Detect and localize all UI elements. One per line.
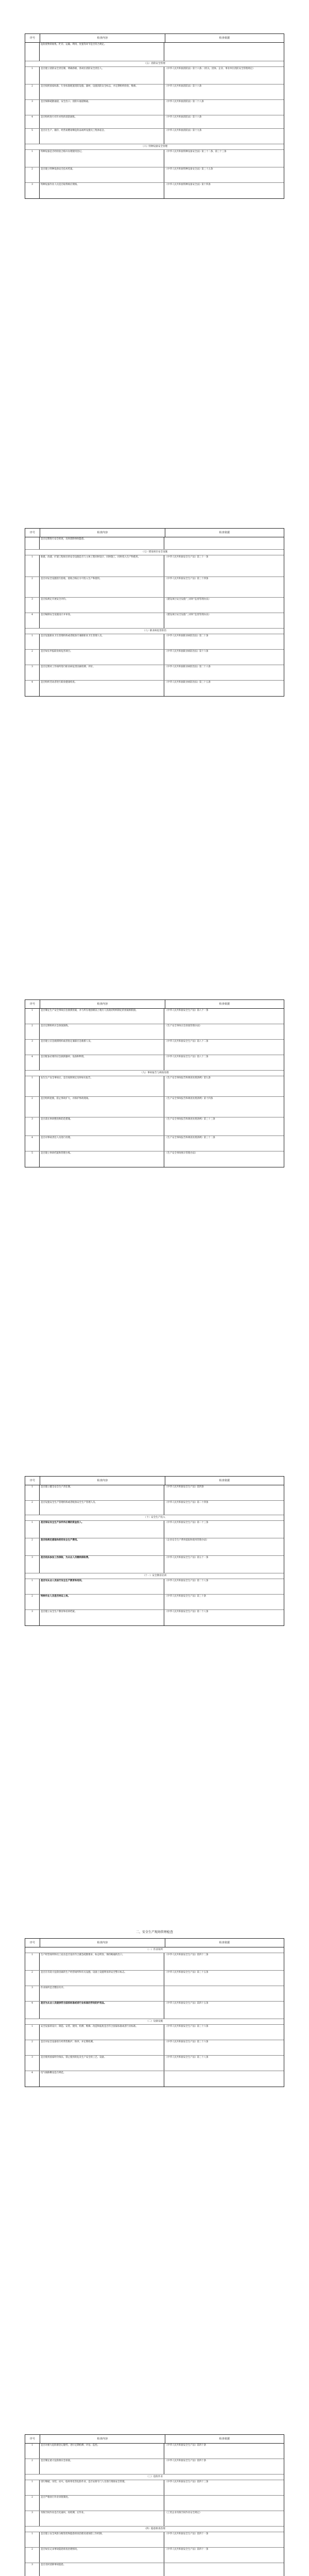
row-number: 4	[25, 2071, 40, 2087]
row-number: 4	[25, 681, 40, 696]
row-basis	[164, 1986, 284, 2001]
row-basis: 《生产安全事故报告和调查处理条例》第十四条	[165, 1097, 213, 1100]
table-row	[25, 537, 284, 550]
header-content: 检查内容	[40, 1477, 165, 1485]
row-number: 1	[25, 2025, 40, 2040]
table-row	[25, 1971, 284, 1986]
document-page	[25, 2434, 284, 2576]
row-number: 3	[25, 1986, 40, 2001]
row-number: 2	[25, 650, 40, 665]
table-row	[25, 2459, 284, 2475]
section-heading: （一）作业场所	[25, 1947, 284, 1953]
row-number: 2	[25, 167, 40, 182]
document-page	[25, 528, 284, 697]
row-number: 2	[25, 2496, 40, 2511]
table-row	[25, 577, 284, 598]
table-header	[25, 34, 284, 43]
row-basis: 《中华人民共和国安全生产法》第三十六条	[165, 2025, 209, 2028]
row-content: 是否组织劳动者进行职业健康检查。	[40, 681, 164, 696]
row-basis: 《企业安全生产费用提取和使用管理办法》	[165, 1539, 209, 1541]
header-basis: 检查依据	[219, 1479, 230, 1482]
row-number: 1	[25, 2532, 40, 2547]
row-basis: 《中华人民共和国安全生产法》第三十条	[165, 1595, 207, 1598]
row-number: 1	[25, 1485, 40, 1500]
row-content: 是否设置职业卫生管理机构或者配备专兼职职业卫生管理人员。	[40, 634, 164, 649]
table-row	[25, 129, 284, 144]
row-basis: 《中华人民共和国职业病防治法》第二十条	[165, 635, 209, 637]
row-content: 是否对重大危险源登记建档，进行定期检测、评估、监控。	[40, 2444, 164, 2459]
row-content: 是否建立事故档案和管理台账。	[40, 1151, 164, 1167]
row-basis: 《中华人民共和国消防法》第十九条	[165, 129, 202, 132]
row-basis: 《中华人民共和国职业病防治法》第三十五条	[165, 681, 211, 684]
row-number	[25, 537, 40, 549]
table-row	[25, 598, 284, 613]
table-row	[25, 650, 284, 665]
row-basis: 《中华人民共和国安全生产法》第四条	[165, 1486, 204, 1488]
header-num: 序号	[25, 34, 40, 42]
section-heading: （五）消防安全管理	[25, 61, 284, 67]
row-number: 2	[25, 1971, 40, 1986]
row-content: 是否按规定开展安全评价。	[40, 598, 164, 613]
row-content: 是否及时消除事故隐患。	[40, 2563, 164, 2576]
table-row	[25, 1501, 284, 1515]
row-number: 1	[25, 2480, 40, 2495]
inspection-table	[25, 1476, 284, 1626]
row-content: 是否按照国家标准、行业标准配置消防设施、器材，设置消防安全标志，并定期组织检验、维修。	[40, 84, 164, 99]
row-number: 2	[25, 2548, 40, 2563]
row-content: 是否定期对工作场所进行职业病危害因素检测、评价。	[40, 665, 164, 680]
row-number: 1	[25, 555, 40, 577]
header-basis: 检查依据	[219, 2437, 230, 2441]
row-basis: 《中华人民共和国安全生产法》第八十一条	[165, 1009, 209, 1012]
row-basis: 《生产安全事故统计管理办法》	[165, 1152, 197, 1155]
table-row	[25, 2056, 284, 2071]
header-basis: 检查依据	[219, 37, 230, 40]
row-content: 是否如实申报职业病危害项目。	[40, 650, 164, 665]
row-number: 1	[25, 1521, 40, 1538]
section-heading: （十一）安全教育培训	[25, 1573, 284, 1579]
row-number: 3	[25, 1610, 40, 1625]
row-number: 1	[25, 67, 40, 84]
row-number: 5	[25, 1151, 40, 1167]
row-number: 1	[25, 1579, 40, 1594]
row-content: 作业场所是否整洁有序。	[40, 1986, 164, 2001]
row-number: 4	[25, 613, 40, 628]
row-content: 是否如实记录事故隐患排查治理情况。	[40, 2548, 164, 2563]
row-content: 电气线路敷设是否规范。	[40, 2071, 164, 2087]
row-basis: 《生产安全事故报告和调查处理条例》第三十二条	[165, 1137, 215, 1139]
table-header	[25, 1000, 284, 1009]
table-header	[25, 2435, 284, 2444]
section-title: 二、安全生产现场管理检查	[135, 1930, 173, 1934]
row-basis	[164, 2563, 284, 2576]
row-content: 安全设备的设计、制造、安装、使用、检测、维修、改造和报废是否符合国家标准或者行业标准。	[40, 2025, 164, 2040]
table-row	[25, 1986, 284, 2002]
row-content: 发生生产安全事故后，是否按照规定及时如实报告。	[40, 1076, 164, 1096]
row-basis: 《中华人民共和国安全生产法》第三十六条	[165, 2041, 209, 2043]
row-content: 是否严格执行作业审批制度。	[40, 2496, 164, 2511]
row-number: 3	[25, 1556, 40, 1573]
row-content: 有限空间作业是否先通风、再检测、后作业。	[40, 2511, 164, 2526]
table-row	[25, 1076, 284, 1097]
table-row	[25, 665, 284, 681]
row-content: 是否对安全设备进行经常性维护、保养，并定期检测。	[40, 2040, 164, 2055]
row-number	[25, 43, 40, 61]
row-basis: 《中华人民共和国安全生产法》第四十条	[165, 2460, 207, 2462]
table-row	[25, 1097, 284, 1117]
row-number: 2	[25, 1097, 40, 1117]
row-content: 是否建立安全风险分级管控和隐患排查治理双重预防工作机制。	[40, 2532, 164, 2547]
table-row	[25, 1055, 284, 1071]
header-num: 序号	[25, 2435, 40, 2443]
row-content: 是否建立应急救援组织或者指定兼职应急救援人员。	[40, 1040, 164, 1055]
row-basis: 《中华人民共和国安全生产法》第四十五条	[165, 2002, 209, 2005]
row-content: 是否保障疏散通道、安全出口、消防车通道畅通。	[40, 100, 164, 115]
row-basis: 《中华人民共和国安全生产法》第二十八条	[165, 1611, 209, 1613]
table-row	[25, 1579, 284, 1595]
row-number: 3	[25, 2563, 40, 2576]
header-num: 序号	[25, 529, 40, 537]
table-row	[25, 67, 284, 84]
row-basis	[164, 2496, 284, 2511]
header-content: 检查内容	[40, 1000, 165, 1008]
row-number: 1	[25, 634, 40, 649]
row-number: 2	[25, 1024, 40, 1039]
table-row	[25, 1136, 284, 1151]
row-content: 是否对事故责任人员进行处理。	[40, 1136, 164, 1151]
row-number: 3	[25, 183, 40, 198]
header-content: 检查内容	[40, 1939, 165, 1947]
document-page	[25, 1929, 284, 2087]
table-row	[25, 183, 284, 198]
row-basis: 《中华人民共和国特种设备安全法》第三十二条、第三十三条	[165, 150, 227, 153]
row-number: 2	[25, 1501, 40, 1515]
row-content: 危险废物的收集、贮存、运输、利用、处置等环节是否符合规定。	[40, 43, 164, 61]
row-basis	[164, 537, 284, 549]
section-heading: （六）特种设备安全管理	[25, 144, 284, 150]
table-row	[25, 2025, 284, 2040]
table-row	[25, 2040, 284, 2056]
row-number: 3	[25, 100, 40, 115]
table-row	[25, 2511, 284, 2527]
row-basis	[164, 43, 284, 61]
row-number: 2	[25, 84, 40, 99]
row-number: 1	[25, 2444, 40, 2459]
row-number: 3	[25, 665, 40, 680]
row-number: 4	[25, 1055, 40, 1070]
table-row	[25, 2002, 284, 2019]
section-heading: （八）职业病危害防治	[25, 629, 284, 634]
row-basis: 《中华人民共和国安全生产法》第二十三条	[165, 1521, 209, 1524]
row-basis: 《中华人民共和国特种设备安全法》第十四条	[165, 183, 211, 186]
row-basis: 《中华人民共和国消防法》第十六条	[165, 116, 202, 118]
row-content: 是否为从业人员提供符合国家标准或者行业标准的劳动防护用品。	[40, 2002, 164, 2019]
table-row	[25, 613, 284, 629]
row-basis: 《中华人民共和国安全生产法》第三十四条	[165, 578, 209, 580]
table-row	[25, 1040, 284, 1055]
table-row	[25, 84, 284, 100]
row-content: 是否制定生产安全事故应急救援预案，并与所在地县级以上地方人民政府组织制定的预案相衔接。	[40, 1009, 164, 1024]
header-basis: 检查依据	[219, 531, 230, 534]
row-content: 是否制定重大危险源应急预案。	[40, 2459, 164, 2474]
row-number: 1	[25, 1953, 40, 1970]
header-num: 序号	[25, 1939, 40, 1947]
table-row	[25, 1953, 284, 1971]
table-row	[25, 1538, 284, 1556]
row-content: 是否定期组织应急预案演练。	[40, 1024, 164, 1039]
table-header	[25, 1477, 284, 1485]
table-row	[25, 2496, 284, 2511]
row-basis: 《中华人民共和国安全生产法》第三十五条	[165, 1971, 209, 1974]
table-row	[25, 115, 284, 129]
row-number: 2	[25, 1595, 40, 1609]
row-number: 2	[25, 2040, 40, 2055]
row-content: 是否对安全设施进行验收，验收合格后方可投入生产和使用。	[40, 577, 164, 597]
inspection-table	[25, 999, 284, 1167]
row-number: 3	[25, 1040, 40, 1055]
row-basis: 《中华人民共和国安全生产法》第四十一条	[165, 2548, 209, 2551]
row-basis: 《中华人民共和国安全生产法》第五十一条	[165, 1556, 209, 1559]
table-row	[25, 681, 284, 696]
row-content: 是否设置安全生产管理机构或者配备安全生产管理人员。	[40, 1501, 164, 1515]
row-basis: 《中华人民共和国消防法》第十六条；《机关、团体、企业、事业单位消防安全管理规定》	[165, 67, 255, 70]
table-row	[25, 1521, 284, 1538]
row-content: 是否配备必要的应急救援器材、设备和物资。	[40, 1055, 164, 1070]
row-number: 4	[25, 1136, 40, 1151]
table-row	[25, 167, 284, 183]
row-basis: 《建设项目安全设施“三同时”监督管理办法》	[165, 598, 211, 601]
row-number: 5	[25, 129, 40, 144]
row-number: 2	[25, 1538, 40, 1555]
row-number: 4	[25, 115, 40, 128]
row-number: 4	[25, 2002, 40, 2019]
row-content: 是否依法参加工伤保险，为从业人员缴纳保险费。	[40, 1556, 164, 1573]
table-row	[25, 1595, 284, 1610]
section-heading: （七）建设项目安全设施	[25, 550, 284, 555]
row-content: 是否组织抢救，防止事故扩大，并保护事故现场。	[40, 1097, 164, 1117]
row-content: 生产经营场所和员工宿舍是否设有符合紧急疏散要求、标志明显、保持畅通的出口。	[40, 1953, 164, 1970]
table-row	[25, 2532, 284, 2548]
row-number: 1	[25, 150, 40, 167]
table-row	[25, 2071, 284, 2087]
row-basis: 《中华人民共和国特种设备安全法》第三十五条	[165, 168, 213, 171]
header-content: 检查内容	[40, 529, 165, 537]
row-content: 是否落实事故整改和防范措施。	[40, 1117, 164, 1136]
row-content: 是否建立安全生产教育和培训档案。	[40, 1610, 164, 1625]
row-basis	[164, 2071, 284, 2087]
row-content: 是否建立消防安全责任制，明确各级、各岗位消防安全责任人。	[40, 67, 164, 84]
section-heading: （九）事故报告与调查处理	[25, 1071, 284, 1076]
row-content: 特种设备作业人员是否取得相应资格。	[40, 183, 164, 198]
row-content: 新建、改建、扩建工程项目的安全设施是否与主体工程同时设计、同时施工、同时投入生产和使用。	[40, 555, 164, 577]
table-row	[25, 2563, 284, 2576]
row-number: 3	[25, 2056, 40, 2071]
table-row	[25, 2444, 284, 2459]
row-basis: 《工贸企业有限空间作业安全规定》	[165, 2512, 202, 2514]
row-basis: 《中华人民共和国安全生产法》第二十四条	[165, 1501, 209, 1504]
row-content: 特种作业人员是否持证上岗。	[40, 1595, 164, 1609]
document-page	[25, 33, 284, 199]
row-content: 是否对从业人员进行安全生产教育和培训。	[40, 1579, 164, 1594]
table-row	[25, 1117, 284, 1136]
table-header	[25, 529, 284, 537]
row-content: 是否在生产、储存、经营易燃易爆危险品场所设置员工集体宿舍。	[40, 129, 164, 144]
header-basis: 检查依据	[219, 1003, 230, 1006]
table-row	[25, 1009, 284, 1024]
table-row	[25, 43, 284, 61]
section-heading: （十）安全生产投入	[25, 1515, 284, 1521]
row-basis: 《中华人民共和国职业病防治法》第十六条	[165, 650, 209, 653]
row-content: 是否保证安全生产条件所必需的资金投入。	[40, 1521, 164, 1538]
row-number: 3	[25, 598, 40, 613]
row-basis: 《中华人民共和国安全生产法》第八十二条	[165, 1040, 209, 1043]
row-basis: 《中华人民共和国消防法》第二十八条	[165, 100, 204, 103]
row-basis: 《中华人民共和国职业病防治法》第二十六条	[165, 666, 211, 668]
table-row	[25, 1485, 284, 1501]
row-number: 2	[25, 577, 40, 597]
table-row	[25, 100, 284, 115]
inspection-table	[25, 1938, 284, 2087]
row-number: 3	[25, 1117, 40, 1136]
row-basis: 《中华人民共和国安全生产法》第三十一条	[165, 556, 209, 558]
row-basis: 《中华人民共和国安全生产法》第二十八条	[165, 1580, 209, 1582]
row-content: 是否建立健全安全生产责任制。	[40, 1485, 164, 1500]
table-row	[25, 1610, 284, 1625]
row-number: 2	[25, 2459, 40, 2474]
row-basis: 《中华人民共和国安全生产法》第四十条	[165, 2444, 207, 2447]
row-basis: 《生产安全事故应急预案管理办法》	[165, 1025, 202, 1027]
row-number: 3	[25, 2511, 40, 2526]
table-row	[25, 2480, 284, 2496]
row-basis: 《生产安全事故报告和调查处理条例》第三十三条	[165, 1118, 215, 1121]
inspection-table	[25, 528, 284, 697]
row-content: 是否建立特种设备安全技术档案。	[40, 167, 164, 182]
row-basis: 《中华人民共和国安全生产法》第四十一条	[165, 2533, 209, 2535]
row-basis: 《生产安全事故报告和调查处理条例》第九条	[165, 1077, 211, 1079]
section-heading: （四）隐患排查治理	[25, 2527, 284, 2532]
row-number: 1	[25, 1009, 40, 1024]
header-content: 检查内容	[40, 2435, 165, 2443]
row-content: 是否在有较大危险因素的生产经营场所和有关设施、设备上设置明显的安全警示标志。	[40, 1971, 164, 1986]
row-content: 进行爆破、吊装、动火、临时用电等危险作业，是否安排专门人员进行现场安全管理。	[40, 2480, 164, 2495]
section-heading: （二）设备设施	[25, 2019, 284, 2025]
row-basis: 《中华人民共和国安全生产法》第四十三条	[165, 2481, 209, 2483]
row-basis: 《建设项目安全设施“三同时”监督管理办法》	[165, 614, 211, 616]
document-page	[25, 999, 284, 1167]
header-num: 序号	[25, 1000, 40, 1008]
table-row	[25, 1151, 284, 1167]
row-basis: 《中华人民共和国消防法》第十六条	[165, 85, 202, 88]
document-page	[25, 1476, 284, 1626]
row-content: 是否组织进行有针对性的消防演练。	[40, 115, 164, 128]
table-row	[25, 1024, 284, 1040]
table-row	[25, 634, 284, 650]
row-basis: 《中华人民共和国安全生产法》第四十二条	[165, 1954, 209, 1956]
header-num: 序号	[25, 1477, 40, 1485]
row-content: 是否按规定提取和使用安全生产费用。	[40, 1538, 164, 1555]
table-row	[25, 150, 284, 167]
section-heading: （三）危险作业	[25, 2475, 284, 2480]
row-content: 是否定期进行安全检查，及时消除事故隐患。	[40, 537, 164, 549]
table-row	[25, 2548, 284, 2563]
row-basis: 《中华人民共和国安全生产法》第三十八条	[165, 2056, 209, 2059]
table-row	[25, 1556, 284, 1573]
inspection-table	[25, 33, 284, 199]
table-row	[25, 555, 284, 577]
row-content: 是否使用国家明令淘汰、禁止使用的危及生产安全的工艺、设备。	[40, 2056, 164, 2071]
header-basis: 检查依据	[219, 1941, 230, 1944]
table-header	[25, 1939, 284, 1947]
row-content: 特种设备是否经检验合格并办理使用登记。	[40, 150, 164, 167]
row-basis: 《中华人民共和国安全生产法》第八十二条	[165, 1056, 209, 1058]
row-content: 是否编制安全设施设计并审查。	[40, 613, 164, 628]
inspection-table	[25, 2434, 284, 2576]
row-number: 1	[25, 1076, 40, 1096]
header-content: 检查内容	[40, 34, 165, 42]
